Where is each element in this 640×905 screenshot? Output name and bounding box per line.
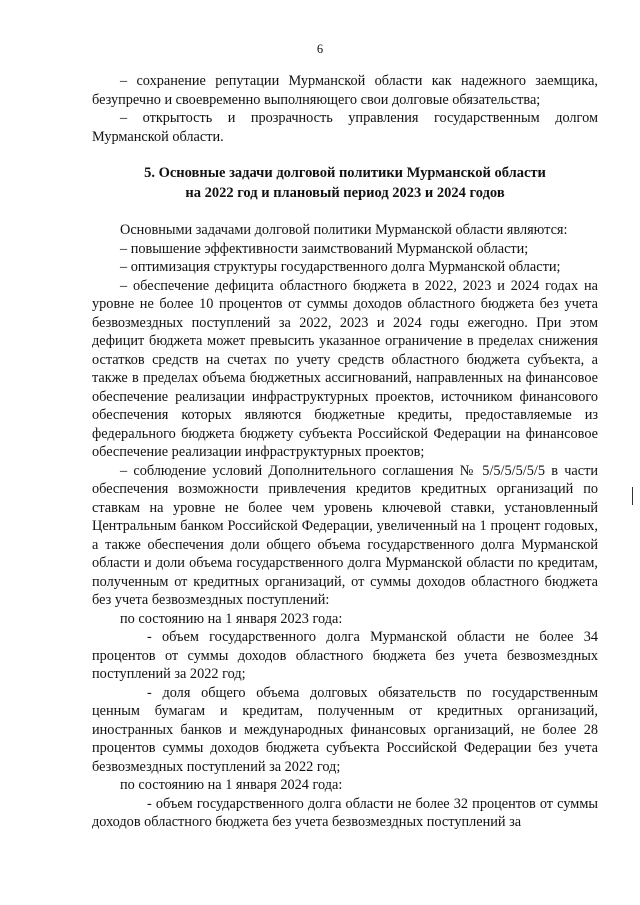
intro-list [92,72,598,146]
list-item: – обеспечение дефицита областного бюджета в 2022, 2023 и 2024 годах на уровне не более 10 процентов от суммы доходов областного бюджета без учета безвозмездных поступлений за 2022, 2023 и 2024 годы ежегодно. При этом дефицит бюджета может превысить указанное ограничение в пределах снижения остатков средств на счетах по учету средств областного бюджета субъекта, а также в пределах объема бюджетных ассигнований, направленных на финансовое обеспечение реализации инфраструктурных проектов, источником финансового обеспечения которых являются бюджетные кредиты, предоставляемые из федерального бюджета бюджету субъекта Российской Федерации на финансовое обеспечение реализации инфраструктурных проектов; [92,277,598,460]
section-heading [92,163,598,203]
margin-mark [632,487,633,505]
date-label: по состоянию на 1 января 2023 года: [120,610,343,627]
list-item: – соблюдение условий Дополнительного соглашения № 5/5/5/5/5/5 в части обеспечения возможности привлечения кредитов кредитных организаций по ставкам на уровне не более чем уровень ключевой ставки, установленный Центральным банком Российской Федерации, увеличенный на 1 процент годовых, а также обеспечения доли общего объема государственного долга Мурманской области и доли объема государственного долга Мурманской области по кредитам, полученным от кредитных организаций, от суммы доходов областного бюджета без учета безвозмездных поступлений: [92,462,598,608]
section-heading-line: 5. Основные задачи долговой политики Мурманской области [144,165,546,181]
section-heading-line: на 2022 год и плановый период 2023 и 2024 годов [185,185,505,201]
list-item: - доля общего объема долговых обязательств по государственным ценным бумагам и кредитам, полученным от кредитных организаций, иностранных банков и международных финансовых организаций, не более 28 процентов суммы доходов бюджета субъекта Российской Федерации без учета безвозмездных поступлений за 2022 год; [92,684,598,775]
list-item: – сохранение репутации Мурманской области как надежного заемщика, безупречно и своевременно выполняющего свои долговые обязательства; [92,73,598,108]
list-item: – повышение эффективности заимствований Мурманской области; [120,240,529,257]
date-label: по состоянию на 1 января 2024 года: [120,777,343,793]
body-paragraph: Основными задачами долговой политики Мурманской области являются: [120,222,568,238]
list-item: – открытость и прозрачность управления государственным долгом Мурманской области. [92,110,598,145]
section-body [92,221,598,832]
list-item: – оптимизация структуры государственного долга Мурманской области; [120,259,561,275]
list-item: - объем государственного долга Мурманской области не более 34 процентов от суммы доходов областного бюджета без учета безвозмездных поступлений за 2022 год; [92,629,598,682]
page-number: 6 [316,42,324,56]
list-item: - объем государственного долга области не более 32 процентов от суммы доходов областного бюджета без учета безвозмездных поступлений за [92,795,598,830]
